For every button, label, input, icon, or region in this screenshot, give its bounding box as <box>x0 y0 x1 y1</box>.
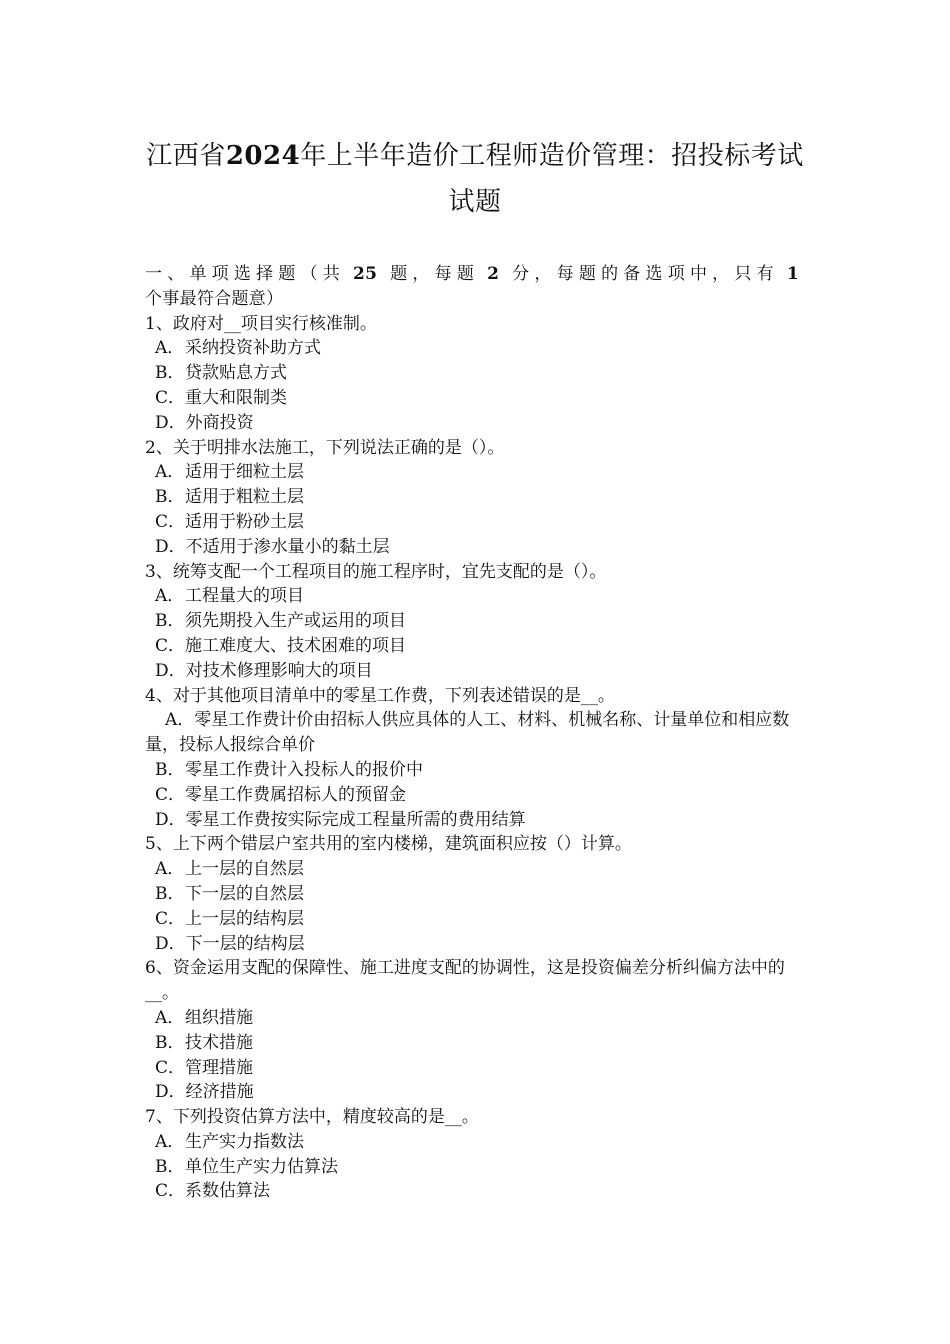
question-stem: 5、上下两个错层户室共用的室内楼梯，建筑面积应按（）计算。 <box>145 834 632 855</box>
answer-option <box>145 1006 807 1031</box>
option-letter: D． <box>155 660 186 681</box>
option-letter: B． <box>155 759 185 780</box>
option-text: 上一层的自然层 <box>185 859 304 880</box>
option-letter: A． <box>155 859 185 880</box>
option-letter: A． <box>165 710 195 731</box>
option-text: 不适用于渗水量小的黏土层 <box>185 536 390 557</box>
section-mid2: 分，每题的备选项中，只有 <box>507 264 779 284</box>
option-letter: A． <box>155 338 185 359</box>
answer-option <box>145 386 807 411</box>
option-letter: B． <box>155 487 185 508</box>
option-letter: A． <box>155 586 185 607</box>
option-letter: B． <box>155 883 185 904</box>
document-title <box>140 133 810 225</box>
answer-option <box>145 708 807 758</box>
answer-option <box>145 857 807 882</box>
option-text: 零星工作费按实际完成工程量所需的费用结算 <box>185 809 526 830</box>
option-letter: C． <box>155 511 186 532</box>
answer-option <box>145 783 807 808</box>
question-block <box>145 1105 807 1204</box>
answer-option <box>145 1080 807 1105</box>
title-part1: 江西省 <box>146 141 226 171</box>
option-letter: B． <box>155 1156 185 1177</box>
option-text: 外商投资 <box>185 412 254 433</box>
section-points: 2 <box>487 264 500 284</box>
option-letter: A． <box>155 1131 185 1152</box>
option-letter: C． <box>155 635 186 656</box>
answer-option <box>145 1031 807 1056</box>
option-letter: B． <box>155 1032 185 1053</box>
question-stem: 6、资金运用支配的保障性、施工进度支配的协调性，这是投资偏差分析纠偏方法中的__。 <box>145 958 785 1004</box>
option-text: 适用于细粒土层 <box>185 462 304 483</box>
question-stem: 7、下列投资估算方法中，精度较高的是__。 <box>145 1107 479 1128</box>
option-text: 工程量大的项目 <box>185 586 304 607</box>
question-stem: 1、政府对__项目实行核准制。 <box>145 313 377 334</box>
question-list <box>145 312 807 1205</box>
section-heading <box>145 262 807 312</box>
question-block <box>145 832 807 956</box>
option-letter: C． <box>155 387 186 408</box>
option-text: 适用于粉砂土层 <box>185 511 305 532</box>
option-text: 须先期投入生产或运用的项目 <box>185 611 406 632</box>
option-text: 技术措施 <box>185 1032 253 1053</box>
option-letter: D． <box>155 1082 186 1103</box>
answer-option <box>145 460 807 485</box>
option-letter: C． <box>155 784 186 805</box>
option-letter: D． <box>155 536 186 557</box>
option-text: 施工难度大、技术困难的项目 <box>185 635 407 656</box>
option-text: 重大和限制类 <box>185 387 288 408</box>
option-text: 零星工作费计价由招标人供应具体的人工、材料、机械名称、计量单位和相应数量，投标人报综合单价 <box>145 710 790 756</box>
title-year: 2024 <box>225 141 301 171</box>
option-text: 采纳投资补助方式 <box>185 338 321 359</box>
question-block <box>145 684 807 833</box>
option-letter: B． <box>155 611 185 632</box>
answer-option <box>145 485 807 510</box>
option-text: 零星工作费属招标人的预留金 <box>185 784 407 805</box>
question-stem: 2、关于明排水法施工，下列说法正确的是（）。 <box>145 437 505 458</box>
document-body <box>145 262 807 1204</box>
answer-option <box>145 1155 807 1180</box>
answer-option <box>145 411 807 436</box>
answer-option <box>145 907 807 932</box>
answer-option <box>145 634 807 659</box>
answer-option <box>145 1179 807 1204</box>
answer-option <box>145 584 807 609</box>
answer-option <box>145 361 807 386</box>
title-part2: 年上半年造价工程师造价管理：招投标考试试题 <box>300 141 804 217</box>
option-letter: D． <box>155 809 186 830</box>
option-text: 上一层的结构层 <box>185 908 305 929</box>
option-text: 零星工作费计入投标人的报价中 <box>185 759 423 780</box>
option-text: 下一层的自然层 <box>185 883 304 904</box>
option-text: 对技术修理影响大的项目 <box>185 660 373 681</box>
option-text: 下一层的结构层 <box>185 933 305 954</box>
answer-option <box>145 1056 807 1081</box>
option-letter: C． <box>155 908 186 929</box>
section-one: 1 <box>786 264 799 284</box>
option-letter: C． <box>155 1181 186 1202</box>
question-stem: 3、统筹支配一个工程项目的施工程序时，宜先支配的是（）。 <box>145 561 607 582</box>
option-letter: A． <box>155 462 185 483</box>
option-text: 适用于粗粒土层 <box>185 487 304 508</box>
section-suffix: 个事最符合题意） <box>145 288 284 309</box>
option-letter: D． <box>155 933 186 954</box>
option-text: 组织措施 <box>185 1007 253 1028</box>
question-block <box>145 312 807 436</box>
option-letter: B． <box>155 363 185 384</box>
answer-option <box>145 758 807 783</box>
section-mid1: 题，每题 <box>385 264 480 284</box>
option-text: 经济措施 <box>185 1082 254 1103</box>
question-block <box>145 560 807 684</box>
answer-option <box>145 336 807 361</box>
option-text: 单位生产实力估算法 <box>185 1156 338 1177</box>
option-text: 系数估算法 <box>185 1181 271 1202</box>
option-letter: A． <box>155 1007 185 1028</box>
section-prefix: 一、单项选择题（共 <box>145 264 346 284</box>
section-count: 25 <box>353 264 378 284</box>
answer-option <box>145 882 807 907</box>
answer-option <box>145 808 807 833</box>
question-stem: 4、对于其他项目清单中的零星工作费，下列表述错误的是__。 <box>145 685 615 706</box>
option-text: 管理措施 <box>185 1057 254 1078</box>
answer-option <box>145 659 807 684</box>
answer-option <box>145 535 807 560</box>
question-block <box>145 956 807 1105</box>
answer-option <box>145 932 807 957</box>
answer-option <box>145 609 807 634</box>
answer-option <box>145 510 807 535</box>
answer-option <box>145 1130 807 1155</box>
option-letter: C． <box>155 1057 186 1078</box>
question-block <box>145 436 807 560</box>
option-letter: D． <box>155 412 186 433</box>
option-text: 生产实力指数法 <box>185 1131 304 1152</box>
option-text: 贷款贴息方式 <box>185 363 287 384</box>
